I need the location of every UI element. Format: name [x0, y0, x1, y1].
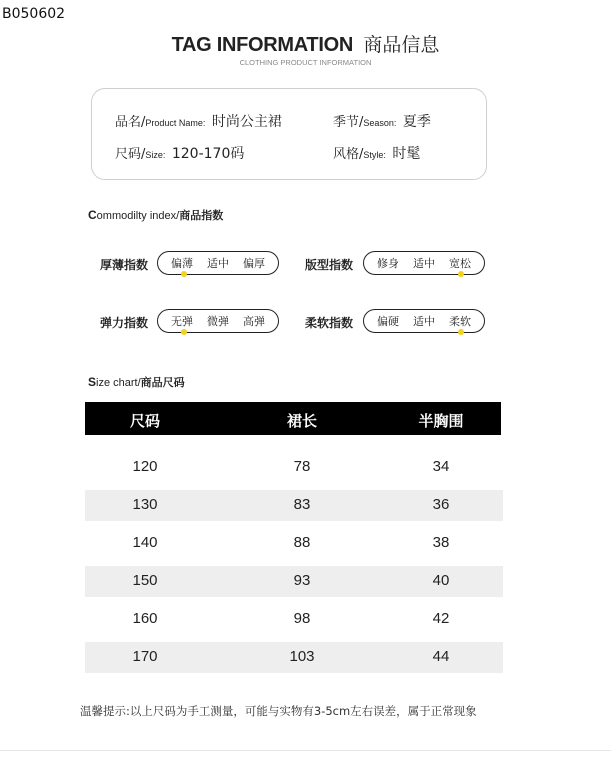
- size-value: 120-170码: [171, 146, 245, 162]
- style-row: [333, 143, 420, 163]
- table-cell: 88: [293, 534, 311, 551]
- table-cell: 130: [132, 496, 158, 513]
- size-heading-initial: S: [88, 375, 97, 389]
- title-en: TAG INFORMATION: [171, 34, 354, 56]
- commodity-heading-initial: C: [88, 208, 97, 222]
- index-option: 偏硬: [377, 315, 399, 328]
- size-label: 尺码/: [115, 147, 146, 162]
- index-pill-fit: [363, 251, 485, 275]
- product-name-value: 时尚公主裙: [211, 114, 282, 130]
- table-header-cell: 裙长: [286, 412, 318, 430]
- table-cell: 93: [293, 572, 311, 589]
- commodity-heading-cn: 商品指数: [179, 209, 224, 222]
- index-indicator-dot: [458, 271, 464, 277]
- product-name-label-en: Product Name:: [145, 118, 206, 128]
- table-cell: 78: [293, 458, 311, 475]
- season-label: 季节/: [333, 115, 364, 130]
- size-heading-cn: 商品尺码: [140, 376, 185, 389]
- table-row: [85, 566, 503, 597]
- table-cell: 83: [293, 496, 311, 513]
- page-subtitle: CLOTHING PRODUCT INFORMATION: [239, 58, 372, 67]
- commodity-heading-en: ommodilty index/: [96, 210, 180, 222]
- product-name-label: 品名/: [115, 115, 146, 130]
- index-pill-elasticity: [157, 309, 279, 333]
- table-cell: 160: [132, 610, 158, 627]
- table-cell: 103: [289, 648, 315, 665]
- size-chart-heading: [88, 374, 185, 390]
- index-label-fit: 版型指数: [305, 258, 354, 272]
- table-cell: 170: [132, 648, 158, 665]
- index-option: 宽松: [449, 257, 471, 270]
- table-cell: 34: [432, 458, 450, 475]
- index-option: 适中: [207, 257, 229, 270]
- table-cell: 140: [132, 534, 158, 551]
- index-option: 适中: [413, 315, 435, 328]
- size-heading-en: ize chart/: [96, 377, 141, 389]
- table-cell: 36: [432, 496, 450, 513]
- index-option: 微弹: [207, 315, 229, 328]
- index-option: 适中: [413, 257, 435, 270]
- table-row: [85, 642, 503, 673]
- product-code: B050602: [2, 6, 66, 22]
- style-label: 风格/: [333, 147, 364, 162]
- season-row: [333, 111, 431, 131]
- index-label-thickness: 厚薄指数: [100, 258, 149, 272]
- table-row: [85, 452, 503, 483]
- table-cell: 44: [432, 648, 450, 665]
- page-title: [0, 30, 611, 57]
- index-indicator-dot: [181, 271, 187, 277]
- table-cell: 98: [293, 610, 311, 627]
- index-option: 偏薄: [171, 257, 193, 270]
- index-label-elasticity: 弹力指数: [100, 316, 149, 330]
- product-name-row: [115, 111, 282, 131]
- index-indicator-dot: [458, 329, 464, 335]
- index-indicator-dot: [181, 329, 187, 335]
- bottom-divider: [0, 750, 611, 751]
- index-option: 无弹: [171, 315, 193, 328]
- index-option: 高弹: [243, 315, 265, 328]
- table-cell: 38: [432, 534, 450, 551]
- size-table-header: [85, 402, 501, 435]
- table-header-cell: 尺码: [129, 412, 161, 430]
- table-cell: 120: [132, 458, 158, 475]
- table-header-cell: 半胸围: [418, 412, 464, 430]
- style-value: 时髦: [392, 146, 421, 162]
- index-pill-thickness: [157, 251, 279, 275]
- size-row: [115, 143, 244, 163]
- measurement-note: 温馨提示:以上尺码为手工测量，可能与实物有3-5cm左右误差，属于正常现象: [80, 704, 477, 718]
- tag-info-box: [91, 88, 487, 180]
- size-label-en: Size:: [145, 150, 166, 160]
- index-pill-softness: [363, 309, 485, 333]
- table-row: [85, 604, 503, 635]
- index-option: 偏厚: [243, 257, 265, 270]
- commodity-index-heading: [88, 207, 223, 223]
- table-cell: 150: [132, 572, 158, 589]
- table-cell: 40: [432, 572, 450, 589]
- table-row: [85, 490, 503, 521]
- table-row: [85, 528, 503, 559]
- style-label-en: Style:: [363, 150, 386, 160]
- index-option: 柔软: [449, 315, 471, 328]
- season-label-en: Season:: [363, 118, 397, 128]
- index-option: 修身: [377, 257, 399, 270]
- index-label-softness: 柔软指数: [305, 316, 354, 330]
- title-cn: 商品信息: [363, 34, 440, 56]
- table-cell: 42: [432, 610, 450, 627]
- season-value: 夏季: [402, 114, 431, 130]
